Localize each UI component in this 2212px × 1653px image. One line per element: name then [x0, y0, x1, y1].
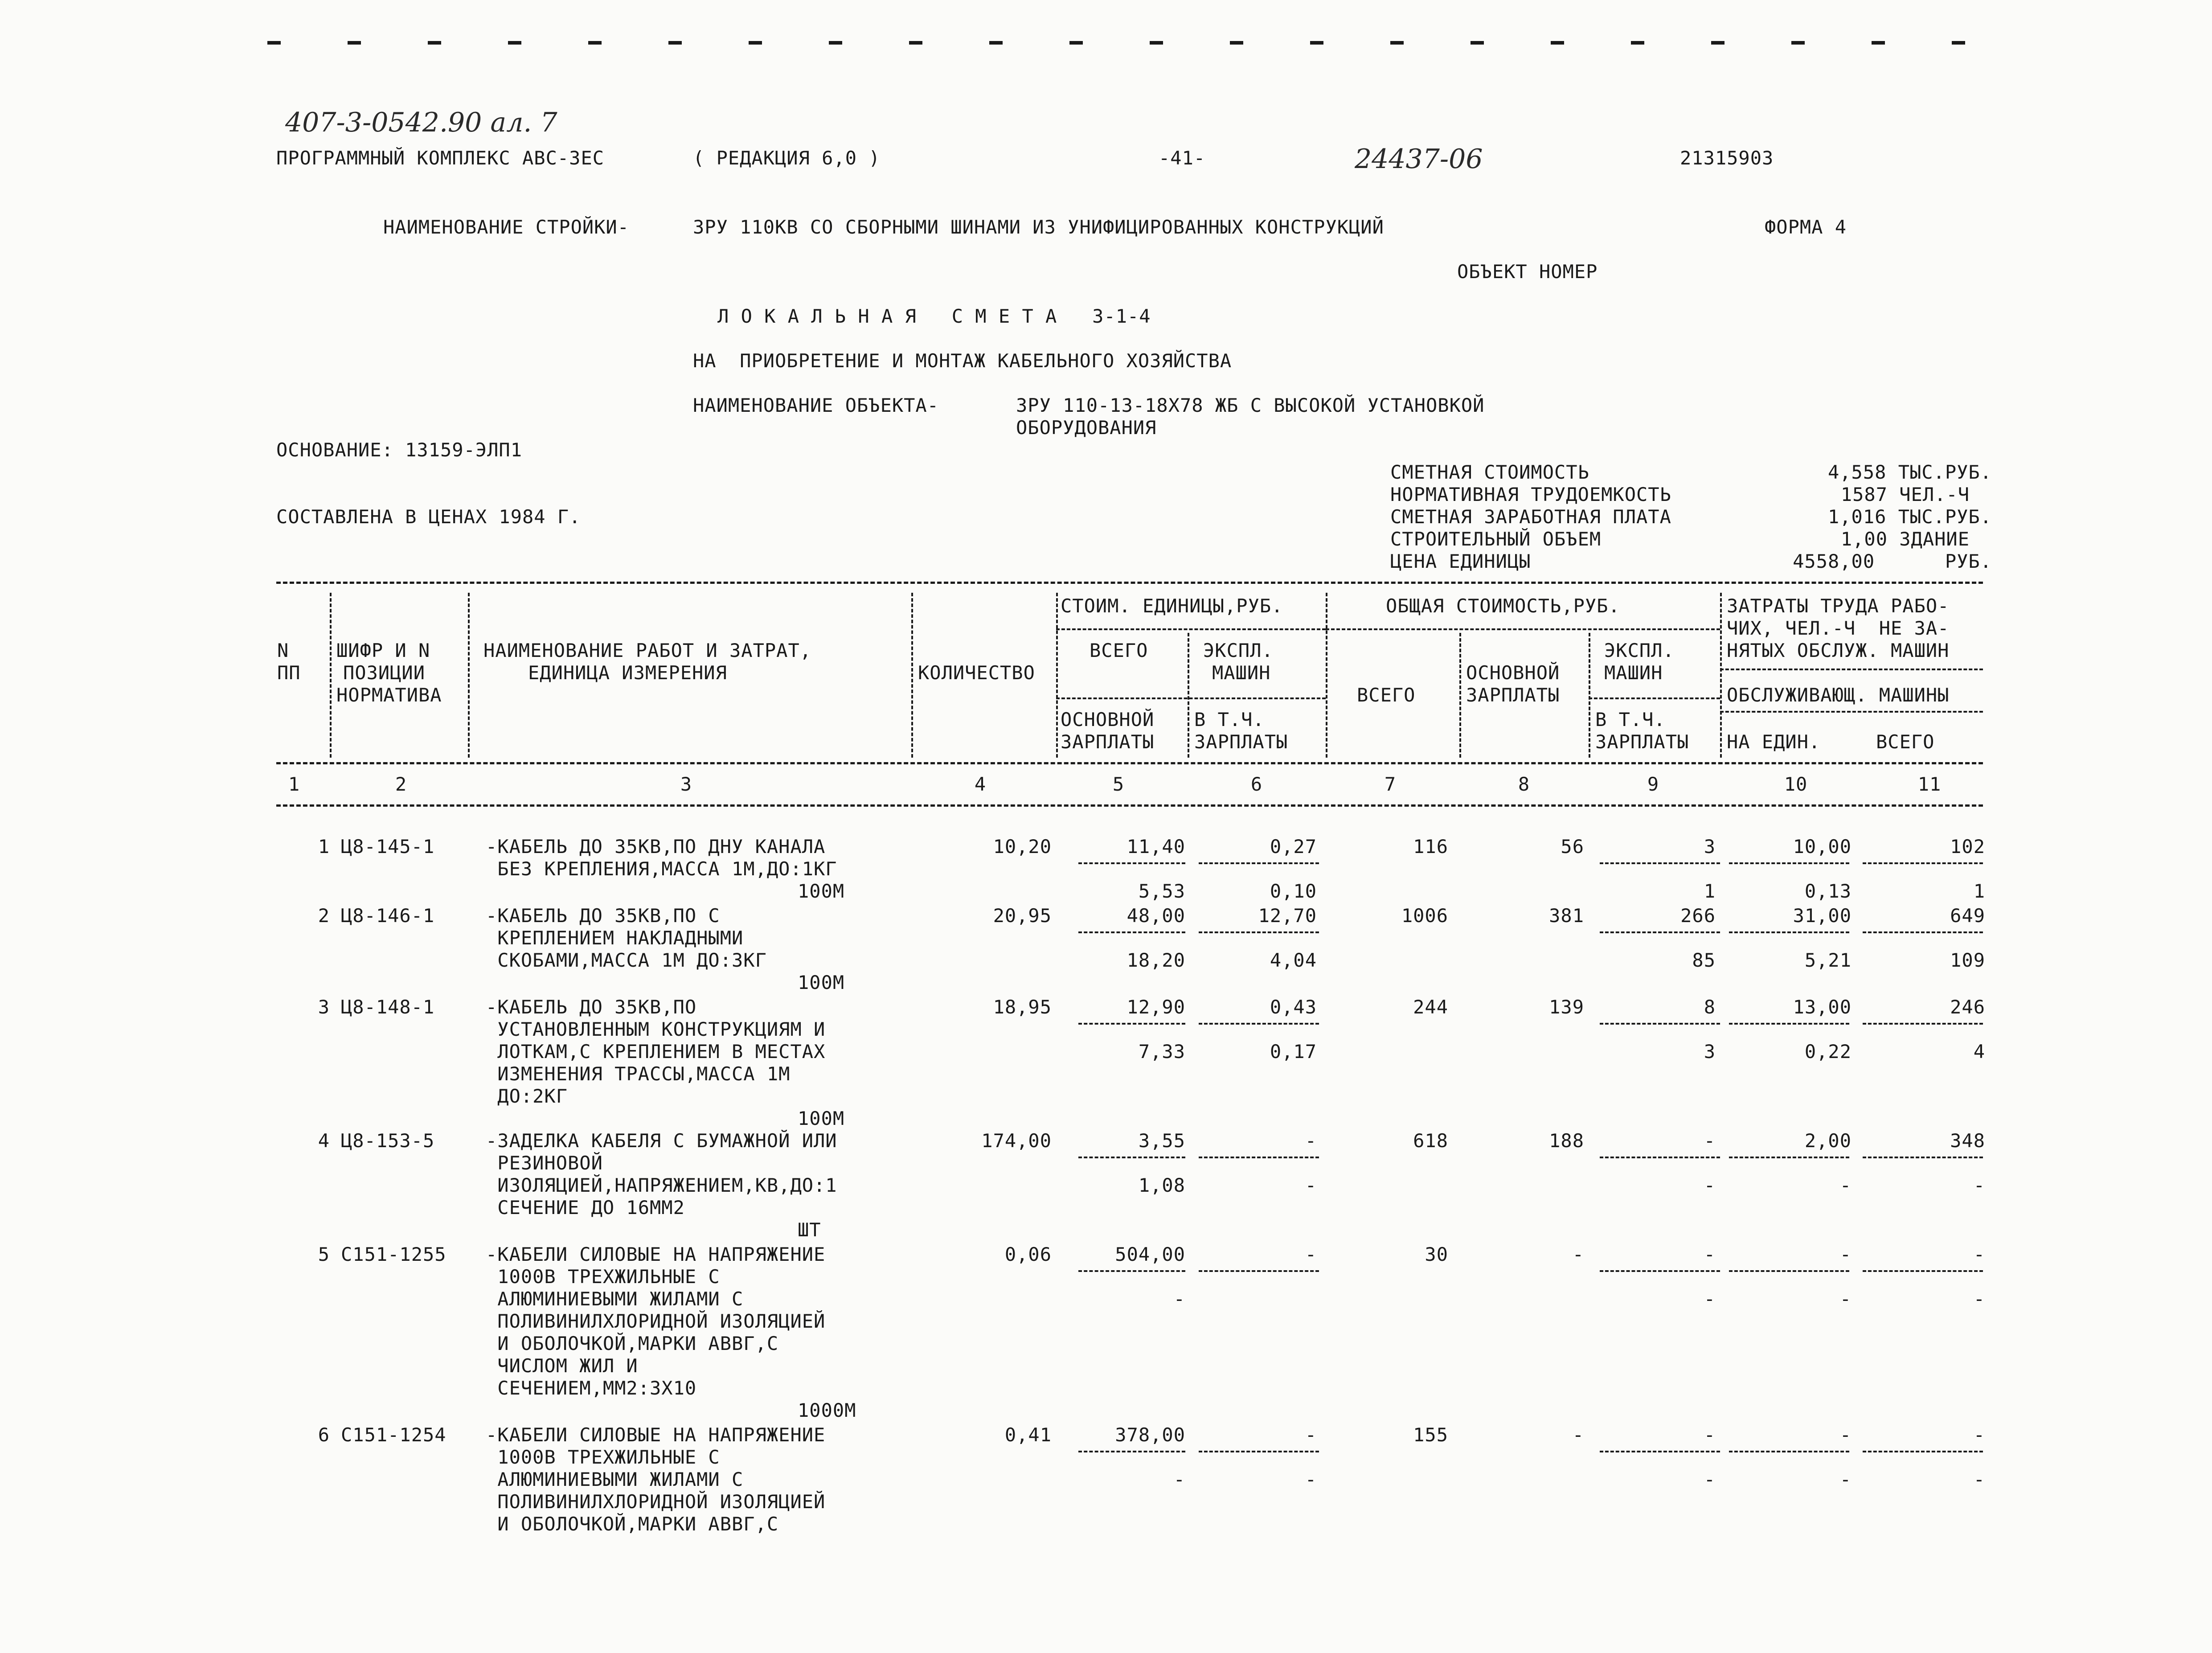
work-description: УСТАНОВЛЕННЫМ КОНСТРУКЦИЯМ И — [486, 1018, 826, 1040]
cell-qty: 0,41 — [1004, 1424, 1052, 1446]
cell-s6: 0,17 — [1270, 1041, 1317, 1062]
hdr-labor: ЧИХ, ЧЕЛ.-Ч НЕ ЗА- — [1727, 617, 1950, 639]
cell-rule — [1600, 1270, 1720, 1272]
object-name-line1: ЗРУ 110-13-18Х78 ЖБ С ВЫСОКОЙ УСТАНОВКОЙ — [1016, 394, 1485, 416]
perforation-dash — [1631, 41, 1644, 45]
cell-c5: 504,00 — [1115, 1243, 1185, 1265]
col-divider — [468, 593, 470, 758]
cell-c11: 246 — [1950, 996, 1985, 1018]
cell-c5: 48,00 — [1126, 905, 1185, 927]
cell-c5: 12,90 — [1126, 996, 1185, 1018]
cell-c10: 13,00 — [1793, 996, 1852, 1018]
hdr-all: ВСЕГО — [1090, 640, 1148, 661]
row-number: 1 — [318, 836, 330, 857]
cell-qty: 20,95 — [993, 905, 1052, 927]
perforation-dash — [428, 41, 441, 45]
cell-c6: 12,70 — [1258, 905, 1317, 927]
cell-rule — [1078, 862, 1185, 864]
row-number: 6 — [318, 1424, 330, 1446]
column-number: 8 — [1518, 773, 1530, 795]
hdr-sum: ВСЕГО — [1876, 731, 1935, 753]
cell-c10: - — [1839, 1424, 1852, 1446]
cell-s11: 4 — [1973, 1041, 1985, 1062]
cell-rule — [1199, 1023, 1319, 1025]
construction-label: НАИМЕНОВАНИЕ СТРОЙКИ- — [383, 216, 630, 238]
work-description: КРЕПЛЕНИЕМ НАКЛАДНЫМИ — [486, 927, 744, 949]
work-description: РЕЗИНОВОЙ — [486, 1152, 603, 1174]
col-divider — [1589, 633, 1590, 758]
cell-rule — [1600, 1451, 1720, 1452]
cell-c10: 2,00 — [1804, 1130, 1852, 1152]
cell-rule — [1863, 1270, 1983, 1272]
cell-rule — [1729, 1451, 1849, 1452]
work-description: ЛОТКАМ,С КРЕПЛЕНИЕМ В МЕСТАХ — [486, 1041, 826, 1062]
cell-rule — [1863, 1157, 1983, 1158]
cell-rule — [1078, 1157, 1185, 1158]
cell-rule — [1078, 1270, 1185, 1272]
column-number: 5 — [1112, 773, 1125, 795]
norm-code: Ц8-145-1 — [341, 836, 435, 857]
cell-c9: 3 — [1704, 836, 1716, 857]
work-description: -КАБЕЛИ СИЛОВЫЕ НА НАПРЯЖЕНИЕ — [486, 1243, 826, 1265]
cell-rule — [1199, 862, 1319, 864]
hdr-code: НОРМАТИВА — [336, 684, 442, 706]
handwritten-number: 24437-06 — [1355, 144, 1483, 175]
header-subrule — [1326, 628, 1720, 630]
header-subrule — [1720, 711, 1983, 713]
hdr-expl: ЭКСПЛ. — [1203, 640, 1274, 661]
summary-value: 4,558 ТЫС.РУБ. — [1827, 461, 1992, 483]
cell-rule — [1600, 1157, 1720, 1158]
cell-rule — [1729, 1023, 1849, 1025]
cell-s10: - — [1839, 1174, 1852, 1196]
cell-s6: 0,10 — [1270, 880, 1317, 902]
column-number: 6 — [1250, 773, 1263, 795]
cell-s9: 1 — [1704, 880, 1716, 902]
column-number: 10 — [1784, 773, 1808, 795]
perforation-dash — [1069, 41, 1083, 45]
cell-c6: - — [1305, 1130, 1317, 1152]
cell-c7: 116 — [1413, 836, 1448, 857]
cell-s10: 5,21 — [1804, 949, 1852, 971]
work-description: -КАБЕЛЬ ДО 35КВ,ПО ДНУ КАНАЛА — [486, 836, 826, 857]
unit-of-measure: 100М — [798, 972, 845, 993]
column-numbers-rule — [276, 804, 1983, 807]
cell-qty: 0,06 — [1004, 1243, 1052, 1265]
header-subrule — [1056, 697, 1326, 699]
cell-c8: 188 — [1549, 1130, 1584, 1152]
cell-rule — [1729, 862, 1849, 864]
norm-code: С151-1255 — [341, 1243, 446, 1265]
header-bottom-rule — [276, 762, 1983, 764]
cell-c8: 381 — [1549, 905, 1584, 927]
hdr-qty: КОЛИЧЕСТВО — [918, 662, 1035, 684]
work-description: АЛЮМИНИЕВЫМИ ЖИЛАМИ С — [486, 1288, 744, 1310]
cell-c5: 3,55 — [1138, 1130, 1185, 1152]
row-number: 5 — [318, 1243, 330, 1265]
perforation-dash — [1310, 41, 1323, 45]
hdr-name: НАИМЕНОВАНИЕ РАБОТ И ЗАТРАТ, — [483, 640, 812, 661]
perforation-dash — [588, 41, 602, 45]
cell-c11: - — [1973, 1243, 1985, 1265]
hdr-n: ПП — [277, 662, 301, 684]
hdr-unit-cost: СТОИМ. ЕДИНИЦЫ,РУБ. — [1061, 595, 1283, 617]
cell-c9: 266 — [1680, 905, 1716, 927]
form-label: ФОРМА 4 — [1765, 216, 1847, 238]
cell-c10: - — [1839, 1243, 1852, 1265]
cell-c8: 56 — [1561, 836, 1584, 857]
col-divider — [911, 593, 913, 758]
perforation-dash — [267, 41, 281, 45]
perforation-dash — [508, 41, 521, 45]
hdr-incl: ЗАРПЛАТЫ — [1194, 731, 1288, 753]
work-description: СЕЧЕНИЕМ,ММ2:3Х10 — [486, 1377, 697, 1399]
hdr-labor: НЯТЫХ ОБСЛУЖ. МАШИН — [1727, 640, 1950, 661]
cell-c6: - — [1305, 1424, 1317, 1446]
cell-rule — [1729, 1157, 1849, 1158]
perforation-dash — [909, 41, 922, 45]
cell-s9: - — [1704, 1174, 1716, 1196]
doc-number: 21315903 — [1680, 147, 1774, 169]
object-number: ОБЪЕКТ НОМЕР — [1457, 261, 1598, 283]
norm-code: Ц8-153-5 — [341, 1130, 435, 1152]
cell-c6: 0,43 — [1270, 996, 1317, 1018]
cell-c8: - — [1572, 1424, 1584, 1446]
cell-rule — [1729, 1270, 1849, 1272]
cell-s5: 7,33 — [1138, 1041, 1185, 1062]
page-number: -41- — [1159, 147, 1206, 169]
cell-s10: - — [1839, 1288, 1852, 1310]
cell-s6: 4,04 — [1270, 949, 1317, 971]
perforation-dash — [1872, 41, 1885, 45]
cell-s6: - — [1305, 1174, 1317, 1196]
perforation-dash — [1952, 41, 1965, 45]
cell-s11: - — [1973, 1468, 1985, 1490]
cell-s10: - — [1839, 1468, 1852, 1490]
unit-of-measure: 1000М — [798, 1399, 856, 1421]
price-base: СОСТАВЛЕНА В ЦЕНАХ 1984 Г. — [276, 506, 581, 528]
unit-of-measure: 100М — [798, 1107, 845, 1129]
cell-rule — [1600, 862, 1720, 864]
cell-rule — [1729, 931, 1849, 933]
cell-c9: 8 — [1704, 996, 1716, 1018]
cell-c7: 244 — [1413, 996, 1448, 1018]
cell-c9: - — [1704, 1424, 1716, 1446]
work-description: И ОБОЛОЧКОЙ,МАРКИ АВВГ,С — [486, 1513, 779, 1535]
col-divider — [1459, 633, 1461, 758]
hdr-main: ОСНОВНОЙ — [1061, 709, 1155, 730]
norm-code: Ц8-146-1 — [341, 905, 435, 927]
work-description: -КАБЕЛИ СИЛОВЫЕ НА НАПРЯЖЕНИЕ — [486, 1424, 826, 1446]
cell-c9: - — [1704, 1243, 1716, 1265]
hdr-name: ЕДИНИЦА ИЗМЕРЕНИЯ — [528, 662, 727, 684]
unit-of-measure: 100М — [798, 880, 845, 902]
cell-s9: 85 — [1692, 949, 1716, 971]
hdr-code: ПОЗИЦИИ — [343, 662, 426, 684]
perforation-dash — [1230, 41, 1243, 45]
header-subrule — [1720, 669, 1983, 670]
cell-rule — [1863, 1451, 1983, 1452]
cell-rule — [1199, 1157, 1319, 1158]
hdr-incl: В Т.Ч. — [1595, 709, 1666, 730]
hdr-code: ШИФР И N — [336, 640, 430, 661]
cell-c7: 1006 — [1401, 905, 1448, 927]
cell-s5: 5,53 — [1138, 880, 1185, 902]
cell-rule — [1078, 1451, 1185, 1452]
work-description: БЕЗ КРЕПЛЕНИЯ,МАССА 1М,ДО:1КГ — [486, 858, 837, 880]
column-number: 7 — [1384, 773, 1397, 795]
work-description: ПОЛИВИНИЛХЛОРИДНОЙ ИЗОЛЯЦИЕЙ — [486, 1491, 826, 1513]
norm-code: Ц8-148-1 — [341, 996, 435, 1018]
estimate-title: Л О К А Л Ь Н А Я С М Е Т А 3-1-4 — [717, 305, 1151, 327]
work-description: СЕЧЕНИЕ ДО 16ММ2 — [486, 1197, 685, 1218]
hdr-total-cost: ОБЩАЯ СТОИМОСТЬ,РУБ. — [1386, 595, 1620, 617]
work-description: ДО:2КГ — [486, 1085, 568, 1107]
cell-rule — [1600, 931, 1720, 933]
column-number: 9 — [1647, 773, 1659, 795]
perforation-dash — [1711, 41, 1725, 45]
work-description: 1000В ТРЕХЖИЛЬНЫЕ С — [486, 1446, 720, 1468]
summary-label: СМЕТНАЯ СТОИМОСТЬ — [1390, 461, 1589, 483]
cell-rule — [1600, 1023, 1720, 1025]
hdr-labor: ЗАТРАТЫ ТРУДА РАБО- — [1727, 595, 1950, 617]
work-description: АЛЮМИНИЕВЫМИ ЖИЛАМИ С — [486, 1468, 744, 1490]
perforation-dash — [668, 41, 682, 45]
hdr-per-unit: НА ЕДИН. — [1727, 731, 1821, 753]
unit-of-measure: ШТ — [798, 1219, 821, 1241]
cell-rule — [1078, 1023, 1185, 1025]
cell-qty: 10,20 — [993, 836, 1052, 857]
cell-s10: 0,22 — [1804, 1041, 1852, 1062]
perforation-dash — [829, 41, 842, 45]
estimate-purpose: НА ПРИОБРЕТЕНИЕ И МОНТАЖ КАБЕЛЬНОГО ХОЗЯЙСТВА — [693, 350, 1232, 372]
column-number: 1 — [288, 773, 300, 795]
cell-s11: - — [1973, 1288, 1985, 1310]
cell-c11: - — [1973, 1424, 1985, 1446]
cell-c6: 0,27 — [1270, 836, 1317, 857]
cell-rule — [1078, 931, 1185, 933]
column-number: 2 — [395, 773, 407, 795]
summary-value: 1,00 ЗДАНИЕ — [1840, 528, 1970, 550]
work-description: И ОБОЛОЧКОЙ,МАРКИ АВВГ,С — [486, 1333, 779, 1354]
cell-s10: 0,13 — [1804, 880, 1852, 902]
construction-name: ЗРУ 110КВ СО СБОРНЫМИ ШИНАМИ ИЗ УНИФИЦИРОВАННЫХ КОНСТРУКЦИЙ — [693, 216, 1384, 238]
cell-c7: 30 — [1425, 1243, 1448, 1265]
cell-s5: 18,20 — [1126, 949, 1185, 971]
perforation-dash — [989, 41, 1003, 45]
cell-c9: - — [1704, 1130, 1716, 1152]
hdr-expl: ЭКСПЛ. — [1604, 640, 1675, 661]
summary-label: СТРОИТЕЛЬНЫЙ ОБЪЕМ — [1390, 528, 1602, 550]
header-subrule — [1589, 697, 1720, 699]
cell-rule — [1863, 862, 1983, 864]
cell-rule — [1199, 931, 1319, 933]
norm-code: С151-1254 — [341, 1424, 446, 1446]
hdr-expl: МАШИН — [1212, 662, 1271, 684]
table-top-rule — [276, 582, 1983, 584]
perforation-dash — [1791, 41, 1805, 45]
work-description: ИЗОЛЯЦИЕЙ,НАПРЯЖЕНИЕМ,КВ,ДО:1 — [486, 1174, 837, 1196]
cell-s11: 109 — [1950, 949, 1985, 971]
cell-c6: - — [1305, 1243, 1317, 1265]
edition: ( РЕДАКЦИЯ 6,0 ) — [693, 147, 881, 169]
work-description: -ЗАДЕЛКА КАБЕЛЯ С БУМАЖНОЙ ИЛИ — [486, 1130, 837, 1152]
cell-c11: 348 — [1950, 1130, 1985, 1152]
cell-s9: - — [1704, 1288, 1716, 1310]
hdr-incl: ЗАРПЛАТЫ — [1595, 731, 1689, 753]
summary-label: НОРМАТИВНАЯ ТРУДОЕМКОСТЬ — [1390, 484, 1671, 505]
hdr-incl: В Т.Ч. — [1194, 709, 1265, 730]
perforation-dash — [348, 41, 361, 45]
perforation-dash — [1150, 41, 1163, 45]
perforation-dash — [1390, 41, 1404, 45]
cell-c8: - — [1572, 1243, 1584, 1265]
cell-rule — [1863, 1023, 1983, 1025]
cell-s11: - — [1973, 1174, 1985, 1196]
summary-label: ЦЕНА ЕДИНИЦЫ — [1390, 550, 1531, 572]
hdr-main: ЗАРПЛАТЫ — [1061, 731, 1155, 753]
cell-c10: 31,00 — [1793, 905, 1852, 927]
basis: ОСНОВАНИЕ: 13159-ЭЛП1 — [276, 439, 523, 461]
column-number: 11 — [1917, 773, 1942, 795]
col-divider — [330, 593, 332, 758]
cell-c11: 649 — [1950, 905, 1985, 927]
program-name: ПРОГРАММНЫЙ КОМПЛЕКС АВС-3ЕС — [276, 147, 605, 169]
col-divider — [1720, 593, 1722, 758]
hdr-expl: МАШИН — [1604, 662, 1663, 684]
row-number: 2 — [318, 905, 330, 927]
object-label: НАИМЕНОВАНИЕ ОБЪЕКТА- — [693, 394, 939, 416]
work-description: ИЗМЕНЕНИЯ ТРАССЫ,МАССА 1М — [486, 1063, 791, 1085]
cell-rule — [1199, 1451, 1319, 1452]
cell-qty: 174,00 — [981, 1130, 1052, 1152]
object-name-line2: ОБОРУДОВАНИЯ — [1016, 417, 1157, 439]
perforation-dash — [1471, 41, 1484, 45]
column-number: 4 — [974, 773, 987, 795]
col-divider — [1326, 593, 1327, 758]
summary-label: СМЕТНАЯ ЗАРАБОТНАЯ ПЛАТА — [1390, 506, 1671, 528]
perforation-marks — [267, 41, 1996, 46]
col-divider — [1188, 633, 1189, 758]
cell-s5: - — [1173, 1288, 1185, 1310]
hdr-serve: ОБСЛУЖИВАЮЩ. МАШИНЫ — [1727, 684, 1950, 706]
cell-c11: 102 — [1950, 836, 1985, 857]
work-description: ПОЛИВИНИЛХЛОРИДНОЙ ИЗОЛЯЦИЕЙ — [486, 1310, 826, 1332]
summary-value: 1587 ЧЕЛ.-Ч — [1840, 484, 1970, 505]
cell-c5: 11,40 — [1126, 836, 1185, 857]
work-description: -КАБЕЛЬ ДО 35КВ,ПО — [486, 996, 697, 1018]
cell-s9: 3 — [1704, 1041, 1716, 1062]
cell-s6: - — [1305, 1468, 1317, 1490]
cell-s5: - — [1173, 1468, 1185, 1490]
cell-qty: 18,95 — [993, 996, 1052, 1018]
row-number: 3 — [318, 996, 330, 1018]
perforation-dash — [749, 41, 762, 45]
cell-rule — [1199, 1270, 1319, 1272]
column-number: 3 — [680, 773, 692, 795]
hdr-total-all: ВСЕГО — [1357, 684, 1416, 706]
perforation-dash — [1551, 41, 1564, 45]
col-divider — [1056, 593, 1058, 758]
cell-c8: 139 — [1549, 996, 1584, 1018]
hdr-n: N — [277, 640, 289, 661]
cell-c10: 10,00 — [1793, 836, 1852, 857]
work-description: ЧИСЛОМ ЖИЛ И — [486, 1355, 638, 1377]
cell-s9: - — [1704, 1468, 1716, 1490]
cell-s11: 1 — [1973, 880, 1985, 902]
cell-rule — [1863, 931, 1983, 933]
hdr-main: ОСНОВНОЙ — [1466, 662, 1560, 684]
cell-c7: 155 — [1413, 1424, 1448, 1446]
cell-s5: 1,08 — [1138, 1174, 1185, 1196]
work-description: СКОБАМИ,МАССА 1М ДО:3КГ — [486, 949, 767, 971]
work-description: 1000В ТРЕХЖИЛЬНЫЕ С — [486, 1266, 720, 1288]
row-number: 4 — [318, 1130, 330, 1152]
work-description: -КАБЕЛЬ ДО 35КВ,ПО С — [486, 905, 720, 927]
summary-value: 1,016 ТЫС.РУБ. — [1827, 506, 1992, 528]
cell-c7: 618 — [1413, 1130, 1448, 1152]
hdr-main: ЗАРПЛАТЫ — [1466, 684, 1560, 706]
summary-value: 4558,00 РУБ. — [1793, 550, 1992, 572]
handwritten-code: 407-3-0542.90 ал. 7 — [285, 107, 557, 138]
header-subrule — [1056, 628, 1326, 630]
cell-c5: 378,00 — [1115, 1424, 1185, 1446]
